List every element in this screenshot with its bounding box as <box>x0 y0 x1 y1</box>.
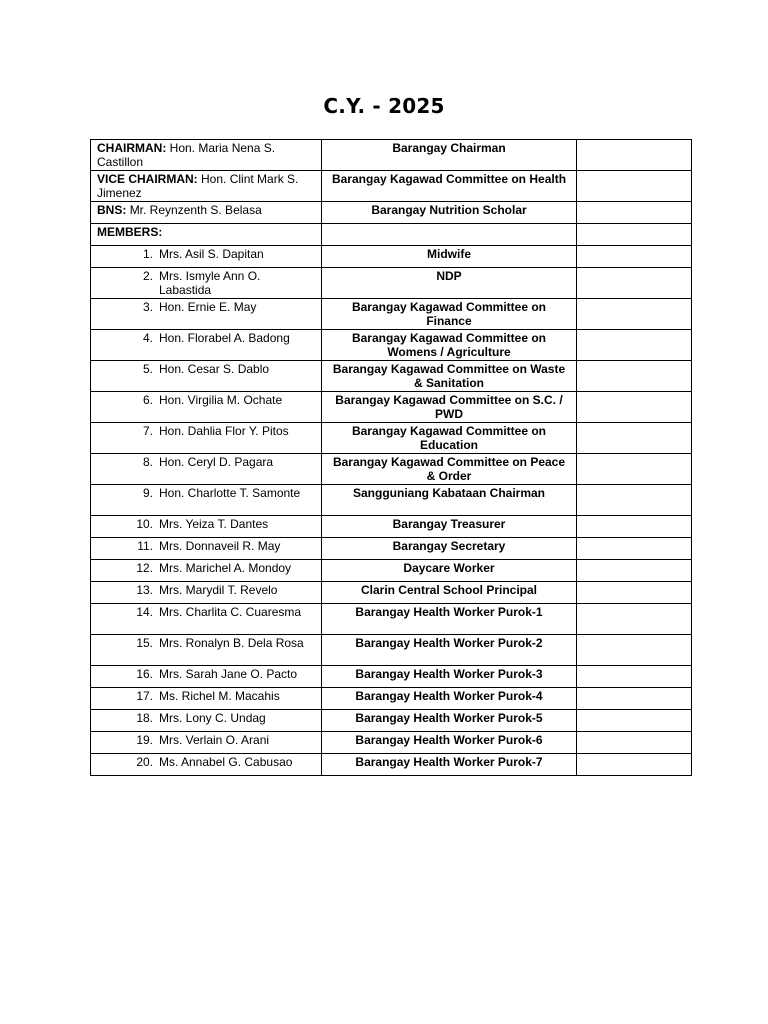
blank-cell <box>577 361 692 392</box>
officer-name: Hon. Clint Mark S. Jimenez <box>97 172 299 200</box>
member-row <box>91 538 692 560</box>
blank-cell <box>577 754 692 776</box>
member-role: Sangguniang Kabataan Chairman <box>322 485 577 516</box>
member-cell <box>91 361 322 392</box>
member-name: Hon. Charlotte T. Samonte <box>159 486 301 500</box>
member-name: Hon. Ernie E. May <box>159 300 257 314</box>
blank-cell <box>577 224 692 246</box>
member-role: Barangay Kagawad Committee on S.C. / PWD <box>322 392 577 423</box>
member-cell <box>91 516 322 538</box>
officer-name: Mr. Reynzenth S. Belasa <box>129 203 262 217</box>
member-row <box>91 560 692 582</box>
member-role: Barangay Kagawad Committee on Womens / Agriculture <box>322 330 577 361</box>
member-row <box>91 732 692 754</box>
officer-label: VICE CHAIRMAN: <box>97 172 198 186</box>
member-row <box>91 516 692 538</box>
member-cell <box>91 268 322 299</box>
member-name: Hon. Cesar S. Dablo <box>159 362 270 376</box>
member-role: Clarin Central School Principal <box>322 582 577 604</box>
member-cell <box>91 732 322 754</box>
member-cell <box>91 560 322 582</box>
member-number: 6. <box>142 393 153 407</box>
member-number: 18. <box>136 711 153 725</box>
blank-cell <box>577 666 692 688</box>
blank-cell <box>577 538 692 560</box>
blank-cell <box>577 688 692 710</box>
member-number: 2. <box>142 269 153 283</box>
blank-cell <box>577 635 692 666</box>
member-number: 15. <box>136 636 153 650</box>
officer-label: CHAIRMAN: <box>97 141 167 155</box>
member-name: Mrs. Donnaveil R. May <box>159 539 281 553</box>
officer-role: Barangay Kagawad Committee on Health <box>322 171 577 202</box>
member-role: Barangay Health Worker Purok-6 <box>322 732 577 754</box>
officer-label: BNS: <box>97 203 127 217</box>
member-number: 11. <box>137 539 153 553</box>
member-cell <box>91 666 322 688</box>
member-row <box>91 423 692 454</box>
blank-cell <box>577 171 692 202</box>
member-cell <box>91 392 322 423</box>
member-role: Barangay Health Worker Purok-7 <box>322 754 577 776</box>
member-cell <box>91 423 322 454</box>
blank-cell <box>577 582 692 604</box>
members-header-row <box>91 224 692 246</box>
member-row <box>91 688 692 710</box>
blank-cell <box>577 202 692 224</box>
officer-role: Barangay Chairman <box>322 140 577 171</box>
blank-cell <box>577 485 692 516</box>
member-cell <box>91 754 322 776</box>
member-name: Hon. Florabel A. Badong <box>159 331 290 345</box>
member-cell <box>91 330 322 361</box>
roster-table <box>90 139 692 776</box>
member-name: Mrs. Marydil T. Revelo <box>159 583 278 597</box>
member-row <box>91 754 692 776</box>
officer-row-chairman <box>91 140 692 171</box>
member-role: Barangay Health Worker Purok-2 <box>322 635 577 666</box>
member-cell <box>91 710 322 732</box>
member-name: Mrs. Marichel A. Mondoy <box>159 561 292 575</box>
roster-body <box>91 140 692 776</box>
member-number: 3. <box>142 300 153 314</box>
blank-cell <box>577 516 692 538</box>
member-role: Barangay Health Worker Purok-4 <box>322 688 577 710</box>
member-row <box>91 330 692 361</box>
officer-cell <box>91 140 322 171</box>
member-name: Mrs. Ronalyn B. Dela Rosa <box>159 636 304 650</box>
blank-cell <box>577 560 692 582</box>
member-name: Ms. Annabel G. Cabusao <box>159 755 293 769</box>
member-number: 4. <box>142 331 153 345</box>
member-number: 10. <box>136 517 153 531</box>
blank-cell <box>577 268 692 299</box>
member-name: Hon. Dahlia Flor Y. Pitos <box>159 424 289 438</box>
member-role: Barangay Kagawad Committee on Waste & Sanitation <box>322 361 577 392</box>
member-cell <box>91 454 322 485</box>
blank-cell <box>577 140 692 171</box>
officer-row-bns <box>91 202 692 224</box>
officer-cell <box>91 171 322 202</box>
member-number: 9. <box>142 486 153 500</box>
blank-cell <box>577 423 692 454</box>
member-cell <box>91 582 322 604</box>
member-role: Daycare Worker <box>322 560 577 582</box>
member-name: Ms. Richel M. Macahis <box>159 689 280 703</box>
member-number: 16. <box>136 667 153 681</box>
blank-cell <box>577 454 692 485</box>
blank-cell <box>577 604 692 635</box>
member-number: 14. <box>136 605 153 619</box>
member-name: Mrs. Asil S. Dapitan <box>159 247 264 261</box>
member-row <box>91 392 692 423</box>
member-row <box>91 604 692 635</box>
member-cell <box>91 688 322 710</box>
member-cell <box>91 246 322 268</box>
blank-cell <box>577 710 692 732</box>
officer-cell <box>91 202 322 224</box>
member-cell <box>91 485 322 516</box>
member-name: Mrs. Lony C. Undag <box>159 711 266 725</box>
member-cell <box>91 604 322 635</box>
member-row <box>91 361 692 392</box>
member-row <box>91 299 692 330</box>
member-number: 1. <box>142 247 153 261</box>
member-cell <box>91 635 322 666</box>
member-role: Barangay Treasurer <box>322 516 577 538</box>
member-row <box>91 268 692 299</box>
officer-row-vice-chairman <box>91 171 692 202</box>
member-role: Barangay Kagawad Committee on Peace & Order <box>322 454 577 485</box>
member-name: Mrs. Ismyle Ann O. Labastida <box>159 269 261 297</box>
member-role: Barangay Secretary <box>322 538 577 560</box>
member-role: Barangay Health Worker Purok-5 <box>322 710 577 732</box>
member-row <box>91 666 692 688</box>
member-number: 19. <box>136 733 153 747</box>
blank-cell <box>322 224 577 246</box>
member-role: Barangay Health Worker Purok-3 <box>322 666 577 688</box>
blank-cell <box>577 299 692 330</box>
blank-cell <box>577 732 692 754</box>
blank-cell <box>577 392 692 423</box>
officer-name: Hon. Maria Nena S. Castillon <box>97 141 276 169</box>
member-row <box>91 582 692 604</box>
member-number: 5. <box>142 362 153 376</box>
member-name: Hon. Virgilia M. Ochate <box>159 393 283 407</box>
member-row <box>91 246 692 268</box>
member-name: Mrs. Yeiza T. Dantes <box>159 517 269 531</box>
member-cell <box>91 538 322 560</box>
member-name: Hon. Ceryl D. Pagara <box>159 455 274 469</box>
member-role: Barangay Kagawad Committee on Finance <box>322 299 577 330</box>
officer-role: Barangay Nutrition Scholar <box>322 202 577 224</box>
member-name: Mrs. Charlita C. Cuaresma <box>159 605 302 619</box>
member-cell <box>91 299 322 330</box>
member-row <box>91 710 692 732</box>
member-number: 8. <box>142 455 153 469</box>
member-number: 12. <box>136 561 153 575</box>
member-role: NDP <box>322 268 577 299</box>
blank-cell <box>577 246 692 268</box>
member-name: Mrs. Verlain O. Arani <box>159 733 270 747</box>
members-label <box>91 224 322 246</box>
member-role: Midwife <box>322 246 577 268</box>
member-number: 13. <box>136 583 153 597</box>
member-name: Mrs. Sarah Jane O. Pacto <box>159 667 298 681</box>
member-number: 17. <box>136 689 153 703</box>
member-row <box>91 454 692 485</box>
member-row <box>91 635 692 666</box>
member-row <box>91 485 692 516</box>
member-number: 7. <box>142 424 153 438</box>
member-number: 20. <box>136 755 153 769</box>
page-title: C.Y. - 2025 <box>323 94 445 118</box>
members-label-text: MEMBERS: <box>97 225 163 239</box>
member-role: Barangay Health Worker Purok-1 <box>322 604 577 635</box>
blank-cell <box>577 330 692 361</box>
member-role: Barangay Kagawad Committee on Education <box>322 423 577 454</box>
